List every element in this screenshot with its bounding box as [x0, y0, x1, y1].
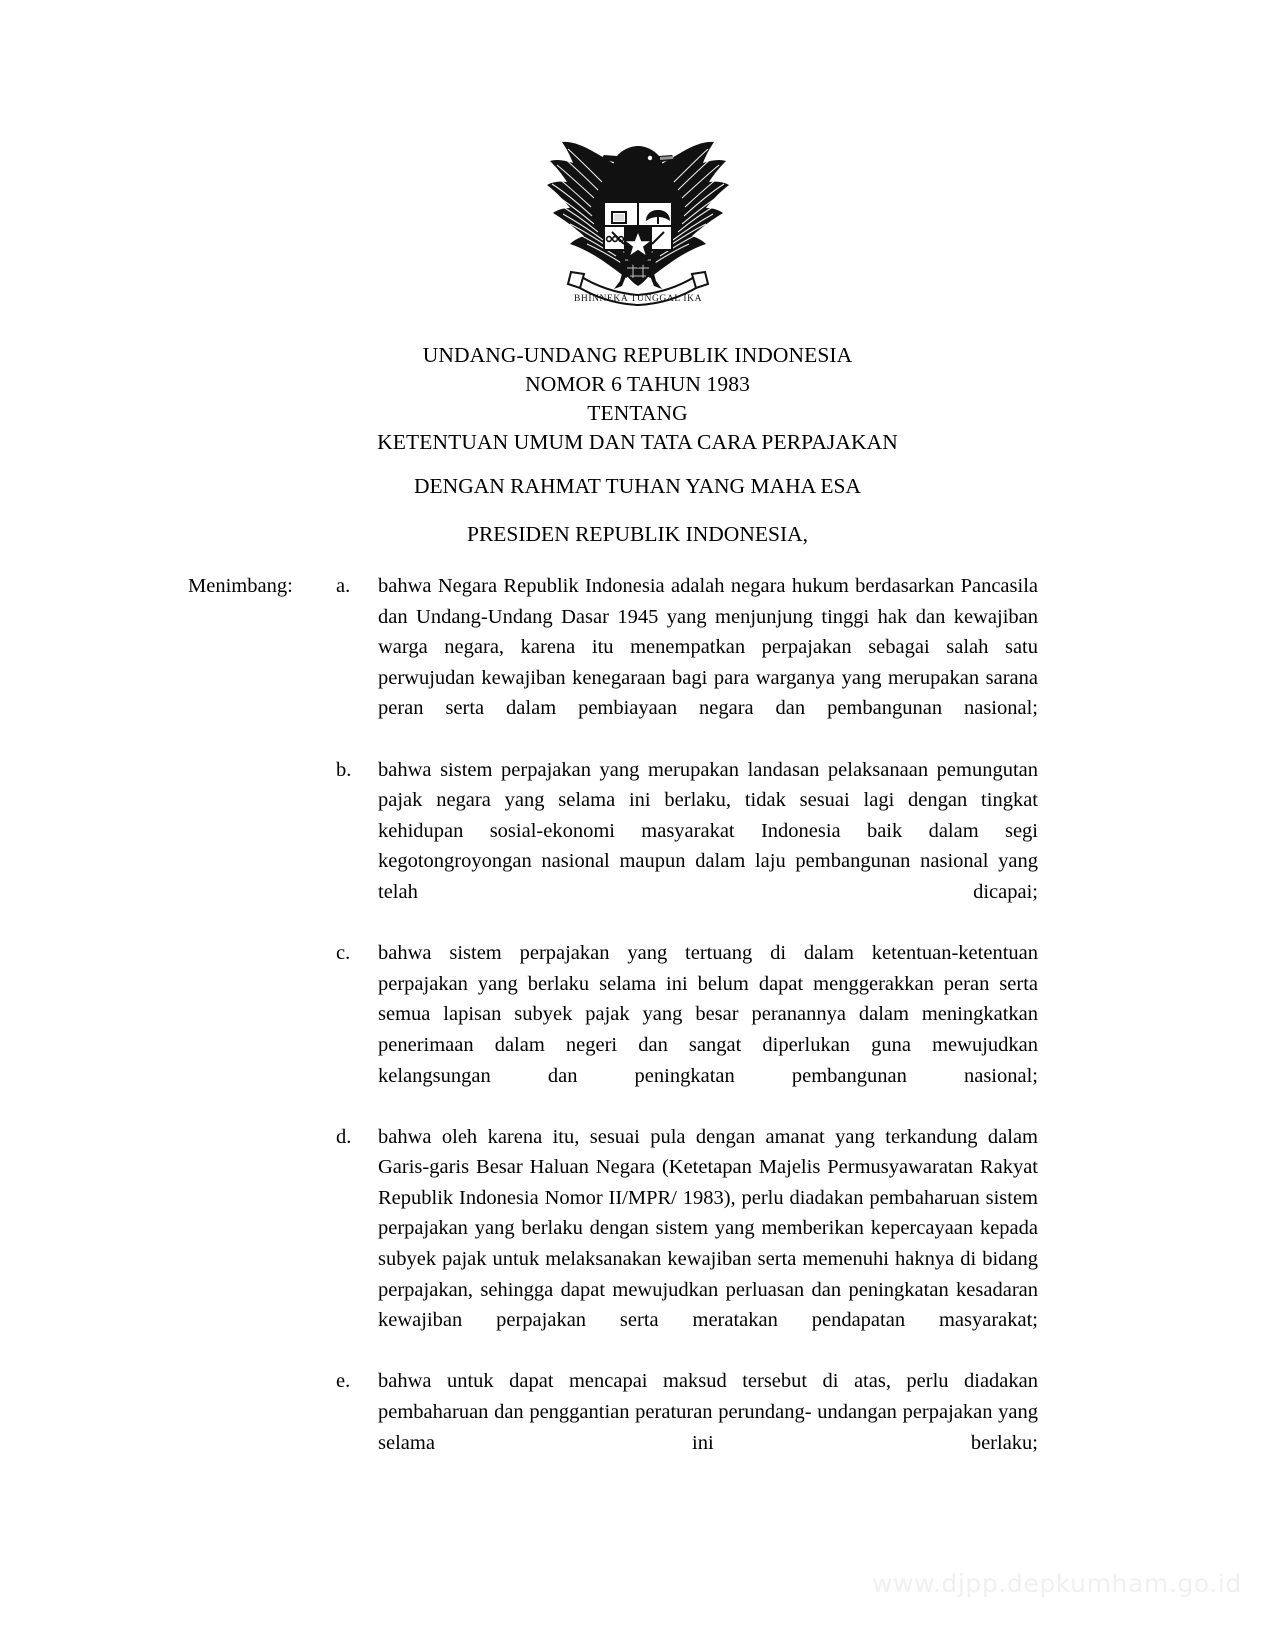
clause-text: bahwa Negara Republik Indonesia adalah negara hukum berdasarkan Pancasila dan Undang-Undang Dasar 1945 yang menjunjung tinggi hak dan kewajiban warga negara, karena itu menempatkan perpajakan sebagai salah satu perwujudan kewajiban kenegaraan bagi para warganya yang merupakan sarana peran serta dalam pembiayaan negara dan pembangunan nasional; [378, 575, 1038, 720]
clause-text: bahwa sistem perpajakan yang merupakan landasan pelaksanaan pemungutan pajak negara yang selama ini berlaku, tidak sesuai lagi dengan tingkat kehidupan sosial-ekonomi masyarakat Indonesia baik dalam segi kegotongroyongan nasional maupun dalam laju pembangunan nasional yang telah dicapai; [378, 758, 1038, 903]
clause-marker: b. [336, 758, 352, 781]
source-watermark: www.djpp.depkumham.go.id [872, 1569, 1242, 1598]
clause-marker: d. [336, 1125, 352, 1148]
clause-text: bahwa oleh karena itu, sesuai pula dengan amanat yang terkandung dalam Garis-garis Besar Haluan Negara (Ketetapan Majelis Permusyawaratan Rakyat Republik Indonesia Nomor II/MPR/ 1983), perlu diadakan pembaharuan sistem perpajakan yang berlaku dengan sistem yang memberikan kepercayaan kepada subyek pajak untuk melaksanakan kewajiban serta memenuhi haknya di bidang perpajakan, sehingga dapat mewujudkan perluasan dan peningkatan kesadaran kewajiban perpajakan serta meratakan pendapatan masyarakat; [378, 1125, 1038, 1332]
issuing-authority: PRESIDEN REPUBLIK INDONESIA, [466, 522, 809, 546]
clause-item [336, 1122, 1038, 1367]
clause-text: bahwa sistem perpajakan yang tertuang di dalam ketentuan-ketentuan perpajakan yang berlaku selama ini belum dapat menggerakkan peran serta semua lapisan subyek pajak yang besar peranannya dalam meningkatkan penerimaan dalam negeri dan sangat diperlukan guna mewujudkan kelangsungan dan peningkatan pembangunan nasional; [378, 942, 1038, 1087]
clause-text: bahwa untuk dapat mencapai maksud tersebut di atas, perlu diadakan pembaharuan dan penggantian peraturan perundang- undangan perpajakan yang selama ini berlaku; [378, 1370, 1038, 1454]
clause-marker: e. [336, 1370, 351, 1393]
considering-clause-list [336, 571, 1038, 1489]
svg-text:BHINNEKA TUNGGAL IKA: BHINNEKA TUNGGAL IKA [573, 294, 702, 304]
title-line-number: NOMOR 6 TAHUN 1983 [525, 372, 750, 396]
clause-marker: c. [336, 942, 351, 965]
clause-item [336, 755, 1038, 939]
emblem-container [0, 126, 1275, 308]
considering-label: Menimbang: [188, 575, 293, 597]
considering-section [188, 571, 1038, 1489]
garuda-pancasila-emblem [538, 126, 738, 308]
clause-item [336, 938, 1038, 1122]
title-line-subject: KETENTUAN UMUM DAN TATA CARA PERPAJAKAN [377, 430, 898, 454]
title-line-about: TENTANG [587, 401, 688, 425]
blessing-line: DENGAN RAHMAT TUHAN YANG MAHA ESA [414, 474, 861, 498]
clause-marker: a. [336, 575, 351, 597]
document-title-block [0, 341, 1275, 457]
clause-item [336, 571, 1038, 755]
clause-item [336, 1366, 1038, 1488]
title-line-law: UNDANG-UNDANG REPUBLIK INDONESIA [422, 343, 853, 367]
